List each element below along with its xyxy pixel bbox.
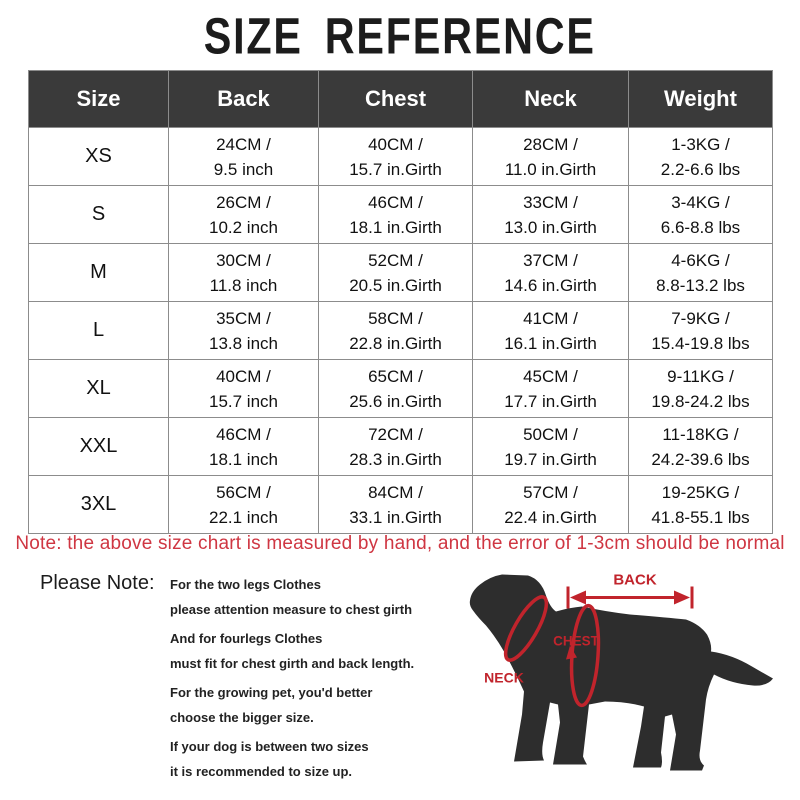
size-table [28,70,773,534]
measurement-error-note: Note: the above size chart is measured by hand, and the error of 1-3cm should be normal [15,533,785,554]
weight-value: 4-6KG / 8.8-13.2 lbs [629,244,773,302]
neck-value: 28CM / 11.0 in.Girth [473,128,629,186]
page-title: SIZE REFERENCE [204,7,596,65]
weight-value: 1-3KG / 2.2-6.6 lbs [629,128,773,186]
dog-measurement-diagram [440,552,800,800]
header-cell-size: Size [29,71,169,128]
size-value: XS [29,128,169,186]
weight-value: 19-25KG / 41.8-55.1 lbs [629,476,773,534]
neck-value: 45CM / 17.7 in.Girth [473,360,629,418]
table-row-xxl [29,418,773,476]
please-note-line: And for fourlegs Clothes [170,631,323,646]
back-value: 56CM / 22.1 inch [169,476,319,534]
back-value: 26CM / 10.2 inch [169,186,319,244]
page-title-wrap [0,6,800,65]
back-value: 46CM / 18.1 inch [169,418,319,476]
size-value: XL [29,360,169,418]
weight-value: 9-11KG / 19.8-24.2 lbs [629,360,773,418]
size-value: L [29,302,169,360]
please-note-line: For the two legs Clothes [170,577,321,592]
table-row-xs [29,128,773,186]
please-note-line: choose the bigger size. [170,710,314,725]
size-value: S [29,186,169,244]
chest-value: 40CM / 15.7 in.Girth [319,128,473,186]
neck-value: 41CM / 16.1 in.Girth [473,302,629,360]
size-table-wrap [28,70,773,534]
chest-value: 65CM / 25.6 in.Girth [319,360,473,418]
neck-value: 50CM / 19.7 in.Girth [473,418,629,476]
please-note-line: must fit for chest girth and back length. [170,656,415,671]
header-cell-chest: Chest [319,71,473,128]
table-row-l [29,302,773,360]
table-row-s [29,186,773,244]
chest-label: CHEST [553,633,599,649]
table-header-row [29,71,773,128]
chest-value: 52CM / 20.5 in.Girth [319,244,473,302]
neck-value: 37CM / 14.6 in.Girth [473,244,629,302]
neck-value: 33CM / 13.0 in.Girth [473,186,629,244]
size-value: M [29,244,169,302]
back-arrowhead-right [674,591,690,605]
please-note-line: it is recommended to size up. [170,764,353,779]
chest-value: 72CM / 28.3 in.Girth [319,418,473,476]
table-row-xl [29,360,773,418]
weight-value: 7-9KG / 15.4-19.8 lbs [629,302,773,360]
back-value: 40CM / 15.7 inch [169,360,319,418]
weight-value: 3-4KG / 6.6-8.8 lbs [629,186,773,244]
header-cell-back: Back [169,71,319,128]
back-arrowhead-left [570,591,586,605]
header-cell-weight: Weight [629,71,773,128]
please-note-lines [170,572,455,784]
please-note-line: please attention measure to chest girth [170,602,413,617]
back-label: BACK [613,571,657,589]
chest-value: 58CM / 22.8 in.Girth [319,302,473,360]
back-value: 24CM / 9.5 inch [169,128,319,186]
please-note-line: For the growing pet, you'd better [170,685,373,700]
chest-value: 46CM / 18.1 in.Girth [319,186,473,244]
chest-value: 84CM / 33.1 in.Girth [319,476,473,534]
back-value: 35CM / 13.8 inch [169,302,319,360]
size-value: XXL [29,418,169,476]
weight-value: 11-18KG / 24.2-39.6 lbs [629,418,773,476]
table-row-3xl [29,476,773,534]
please-note-line: If your dog is between two sizes [170,739,369,754]
size-value: 3XL [29,476,169,534]
neck-value: 57CM / 22.4 in.Girth [473,476,629,534]
header-cell-neck: Neck [473,71,629,128]
please-note-label: Please Note: [40,572,155,594]
neck-label: NECK [484,669,524,686]
back-value: 30CM / 11.8 inch [169,244,319,302]
table-row-m [29,244,773,302]
